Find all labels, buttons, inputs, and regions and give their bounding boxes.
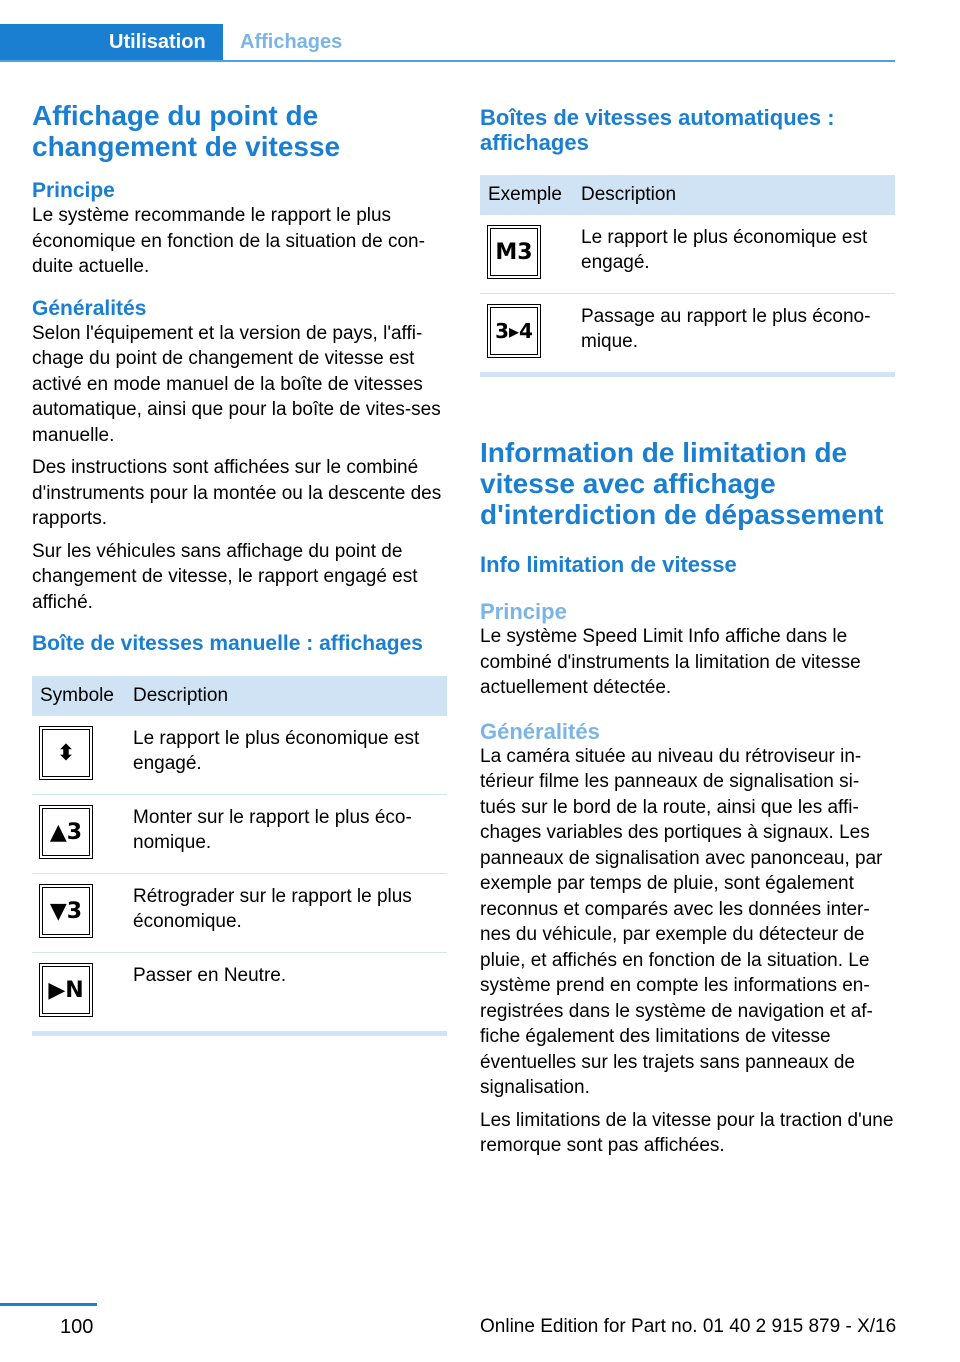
neutral-icon: ▶N	[39, 963, 93, 1017]
principe-text: Le système recommande le rapport le plus économique en fonction de la situation de con-duite actuelle.	[32, 205, 425, 277]
row-description: Monter sur le rapport le plus éco-nomique.	[125, 795, 447, 874]
updown-shift-icon: ⬍	[39, 726, 93, 780]
shift-3-to-4-icon: 3▸4	[487, 304, 541, 358]
tab-utilisation[interactable]: Utilisation	[0, 24, 223, 60]
section-title: Affichage du point de changement de vitesse	[32, 100, 341, 162]
subsection-title: Info limitation de vitesse	[480, 552, 737, 577]
table-row	[480, 294, 895, 375]
table-row	[480, 215, 895, 294]
auto-gearbox-heading: Boîtes de vitesses automatiques : affichages	[480, 105, 835, 155]
header-tabs	[0, 24, 895, 62]
row-description: Le rapport le plus économique est engagé.	[573, 215, 895, 294]
edition-note: Online Edition for Part no. 01 40 2 915 879 - X/16	[480, 1316, 897, 1337]
generalites-paragraph: Sur les véhicules sans affichage du point de changement de vitesse, le rapport engagé est affiché.	[32, 540, 418, 613]
row-description: Le rapport le plus économique est engagé.	[125, 716, 447, 795]
generalites-paragraph: Des instructions sont affichées sur le combiné d'instruments pour la montée ou la descente des rapports.	[32, 457, 442, 529]
row-description: Rétrograder sur le rapport le plus économique.	[125, 874, 447, 953]
generalites-heading: Généralités	[480, 718, 600, 744]
principe-heading: Principe	[32, 179, 115, 202]
principe-text: Le système Speed Limit Info affiche dans le combiné d'instruments la limitation de vitesse actuellement détectée.	[480, 626, 861, 698]
m3-gear-icon: M3	[487, 225, 541, 279]
column-header-description: Description	[573, 175, 895, 215]
principe-heading: Principe	[480, 599, 567, 624]
generalites-heading: Généralités	[32, 296, 147, 320]
table-row	[32, 795, 447, 874]
section-title: Information de limitation de vitesse avec affichage d'interdiction de dépassement	[480, 437, 884, 530]
generalites-paragraph: Selon l'équipement et la version de pays, l'affi-chage du point de changement de vitesse est activé en mode manuel de la boîte de vitesses automatique, ainsi que pour la boîte de vites-ses manuelle.	[32, 322, 441, 446]
manual-symbols-table	[32, 676, 447, 1036]
generalites-paragraph: La caméra située au niveau du rétroviseur in-térieur filme les panneaux de signalisation si-tués sur le bord de la route, ainsi que les affi-chages variables des portiques à signaux. Les panneaux de signalisation avec panonceau, par exemple par temps de pluie, sont également reconnus et comparés avec les données inter-nes du véhicule, par exemple du détecteur de pluie, et affichés en fonction de la situation. Le système prend en compte les informations en-registrées dans le système de navigation et af-fiche également des limitations de vitesse éventuelles sur les trajets sans panneaux de signalisation.	[480, 745, 883, 1098]
row-description: Passage au rapport le plus écono-mique.	[581, 306, 871, 352]
upshift-3-icon: ▲3	[39, 805, 93, 859]
column-header-description: Description	[125, 676, 447, 716]
footer-rule	[0, 1303, 97, 1306]
right-column	[480, 100, 895, 1166]
page-number: 100	[60, 1316, 94, 1338]
left-column	[32, 100, 447, 1036]
table-row	[32, 953, 447, 1034]
generalites-paragraph: Les limitations de la vitesse pour la traction d'une remorque sont pas affichées.	[480, 1109, 894, 1156]
auto-symbols-table	[480, 175, 895, 377]
column-header-exemple: Exemple	[480, 175, 573, 215]
table-row	[32, 716, 447, 795]
column-header-symbole: Symbole	[32, 676, 125, 716]
downshift-3-icon: ▼3	[39, 884, 93, 938]
row-description: Passer en Neutre.	[133, 965, 287, 986]
tab-affichages[interactable]: Affichages	[240, 31, 343, 53]
table-row	[32, 874, 447, 953]
manual-gearbox-heading: Boîte de vitesses manuelle : affichages	[32, 632, 423, 655]
